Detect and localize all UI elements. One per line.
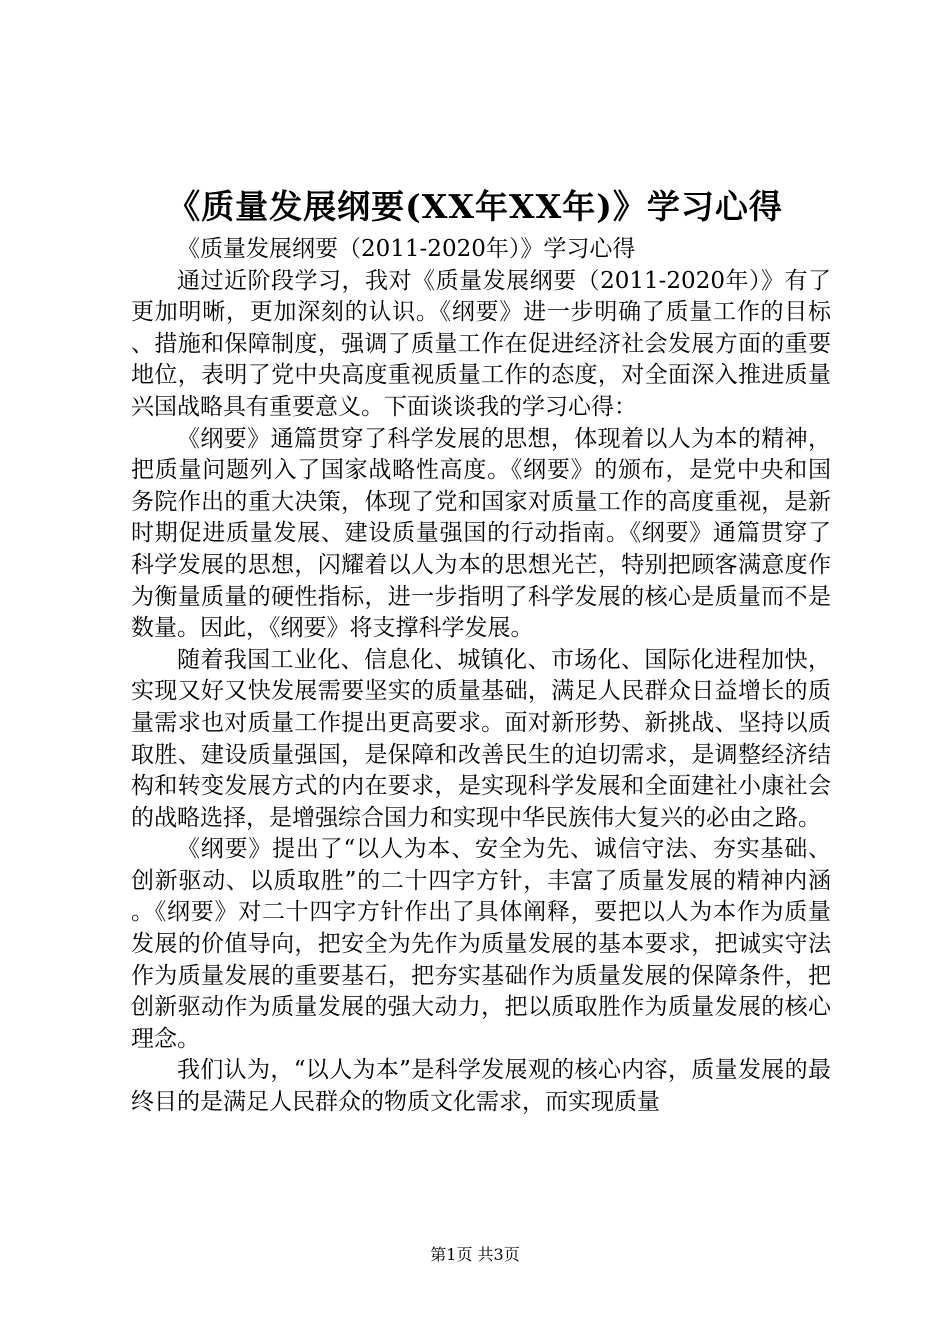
document-subtitle: 《质量发展纲要（2011-2020年）》学习心得 xyxy=(177,236,636,262)
page-number-footer: 第1页 共3页 xyxy=(430,1245,520,1264)
paragraph-2: 《纲要》通篇贯穿了科学发展的思想，体现着以人为本的精神，把质量问题列入了国家战略性高度。《纲要》的颁布，是党中央和国务院作出的重大决策，体现了党和国家对质量工作的高度重视，是新时期促进质量发展、建设质量强国的行动指南。《纲要》通篇贯穿了科学发展的思想，闪耀着以人为本的思想光芒，特别把顾客满意度作为衡量质量的硬性指标，进一步指明了科学发展的核心是质量而不是数量。因此，《纲要》将支撑科学发展。 xyxy=(131,425,831,642)
paragraph-4: 《纲要》提出了“以人为本、安全为先、诚信守法、夯实基础、创新驱动、以质取胜”的二十四字方针，丰富了质量发展的精神内涵。《纲要》对二十四字方针作出了具体阐释，要把以人为本作为质量发展的价值导向，把安全为先作为质量发展的基本要求，把诚实守法作为质量发展的重要基石，把夯实基础作为质量发展的保障条件，把创新驱动作为质量发展的强大动力，把以质取胜作为质量发展的核心理念。 xyxy=(131,836,831,1052)
paragraph-1: 通过近阶段学习，我对《质量发展纲要（2011-2020年）》有了更加明晰，更加深刻的认识。《纲要》进一步明确了质量工作的目标、措施和保障制度，强调了质量工作在促进经济社会发展方面的重要地位，表明了党中央高度重视质量工作的态度，对全面深入推进质量兴国战略具有重要意义。下面谈谈我的学习心得： xyxy=(131,267,831,420)
document-title: 《质量发展纲要(XX年XX年)》学习心得 xyxy=(167,187,783,226)
paragraph-5: 我们认为，“以人为本”是科学发展观的核心内容，质量发展的最终目的是满足人民群众的物质文化需求，而实现质量 xyxy=(131,1057,831,1116)
paragraph-3: 随着我国工业化、信息化、城镇化、市场化、国际化进程加快，实现又好又快发展需要坚实的质量基础，满足人民群众日益增长的质量需求也对质量工作提出更高要求。面对新形势、新挑战、坚持以质取胜、建设质量强国，是保障和改善民生的迫切需求，是调整经济结构和转变发展方式的内在要求，是实现科学发展和全面建社小康社会的战略选择，是增强综合国力和实现中华民族伟大复兴的必由之路。 xyxy=(131,646,831,831)
document-body xyxy=(131,234,831,1119)
